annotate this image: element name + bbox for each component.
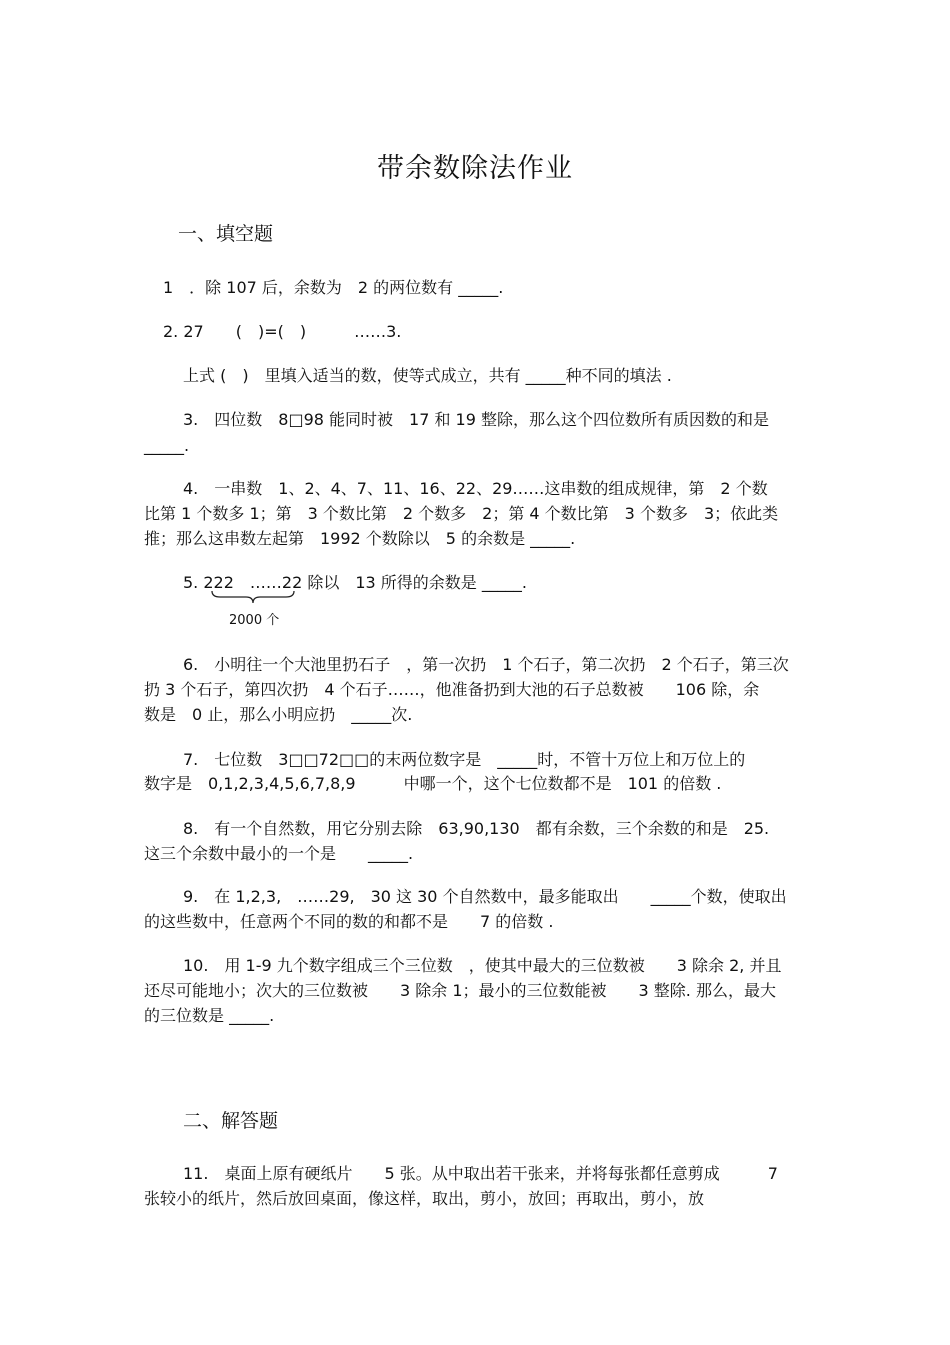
section-heading-solve: 二、解答题 — [183, 1110, 279, 1132]
problem-4-line-2: 比第 1 个数多 1；第 3 个数比第 2 个数多 2；第 4 个数比第 3 个数多 3；依此类 — [144, 504, 779, 523]
section-heading-fill-in: 一、填空题 — [178, 223, 274, 245]
problem-10-line-1: 10. 用 1-9 九个数字组成三个三位数 ，使其中最大的三位数被 3 除余 2, 并且 — [183, 956, 782, 975]
problem-9-line-1: 9. 在 1,2,3, ……29, 30 这 30 个自然数中，最多能取出 _____个数，使取出 — [183, 887, 787, 906]
underbrace-icon — [210, 590, 296, 604]
problem-6-line-2: 扔 3 个石子，第四次扔 4 个石子……，他准备扔到大池的石子总数被 106 除，余 — [144, 680, 760, 699]
problem-4-line-3: 推；那么这串数左起第 1992 个数除以 5 的余数是 _____. — [144, 529, 576, 548]
problem-3-line-2: _____. — [144, 436, 190, 455]
page-title: 带余数除法作业 — [377, 153, 573, 184]
problem-7-line-2: 数字是 0,1,2,3,4,5,6,7,8,9 中哪一个，这个七位数都不是 101 的倍数 . — [144, 774, 722, 793]
problem-8-line-1: 8. 有一个自然数，用它分别去除 63,90,130 都有余数，三个余数的和是 25. — [183, 819, 770, 838]
problem-7-line-1: 7. 七位数 3□□72□□的末两位数字是 _____时，不管十万位上和万位上的 — [183, 750, 746, 769]
problem-10-line-2: 还尽可能地小；次大的三位数被 3 除余 1；最小的三位数能被 3 整除. 那么，最大 — [144, 981, 776, 1000]
problem-2-text: 上式 ( ) 里填入适当的数，使等式成立，共有 _____种不同的填法 . — [183, 366, 672, 385]
problem-11-line-2: 张较小的纸片，然后放回桌面，像这样，取出，剪小，放回；再取出，剪小，放 — [144, 1189, 705, 1208]
problem-8-line-2: 这三个余数中最小的一个是 _____. — [144, 844, 414, 863]
problem-3-line-1: 3. 四位数 8□98 能同时被 17 和 19 整除，那么这个四位数所有质因数的和是 — [183, 410, 769, 429]
problem-4-line-1: 4. 一串数 1、2、4、7、11、16、22、29……这串数的组成规律，第 2 个数 — [183, 479, 768, 498]
problem-6-line-1: 6. 小明往一个大池里扔石子 ，第一次扔 1 个石子，第二次扔 2 个石子，第三次 — [183, 655, 789, 674]
problem-9-line-2: 的这些数中，任意两个不同的数的和都不是 7 的倍数 . — [144, 912, 554, 931]
problem-10-line-3: 的三位数是 _____. — [144, 1006, 275, 1025]
problem-1: 1 ．除 107 后，余数为 2 的两位数有 _____. — [163, 278, 504, 297]
problem-2-equation: 2. 27 ( )=( ) ……3. — [163, 322, 402, 341]
problem-11-line-1: 11. 桌面上原有硬纸片 5 张。从中取出若干张来，并将每张都任意剪成 7 — [183, 1164, 778, 1183]
problem-6-line-3: 数是 0 止，那么小明应扔 _____次. — [144, 705, 413, 724]
problem-5-brace-label: 2000 个 — [229, 613, 280, 628]
problem-5: 5. 222 ……22 除以 13 所得的余数是 _____. — [183, 573, 527, 592]
